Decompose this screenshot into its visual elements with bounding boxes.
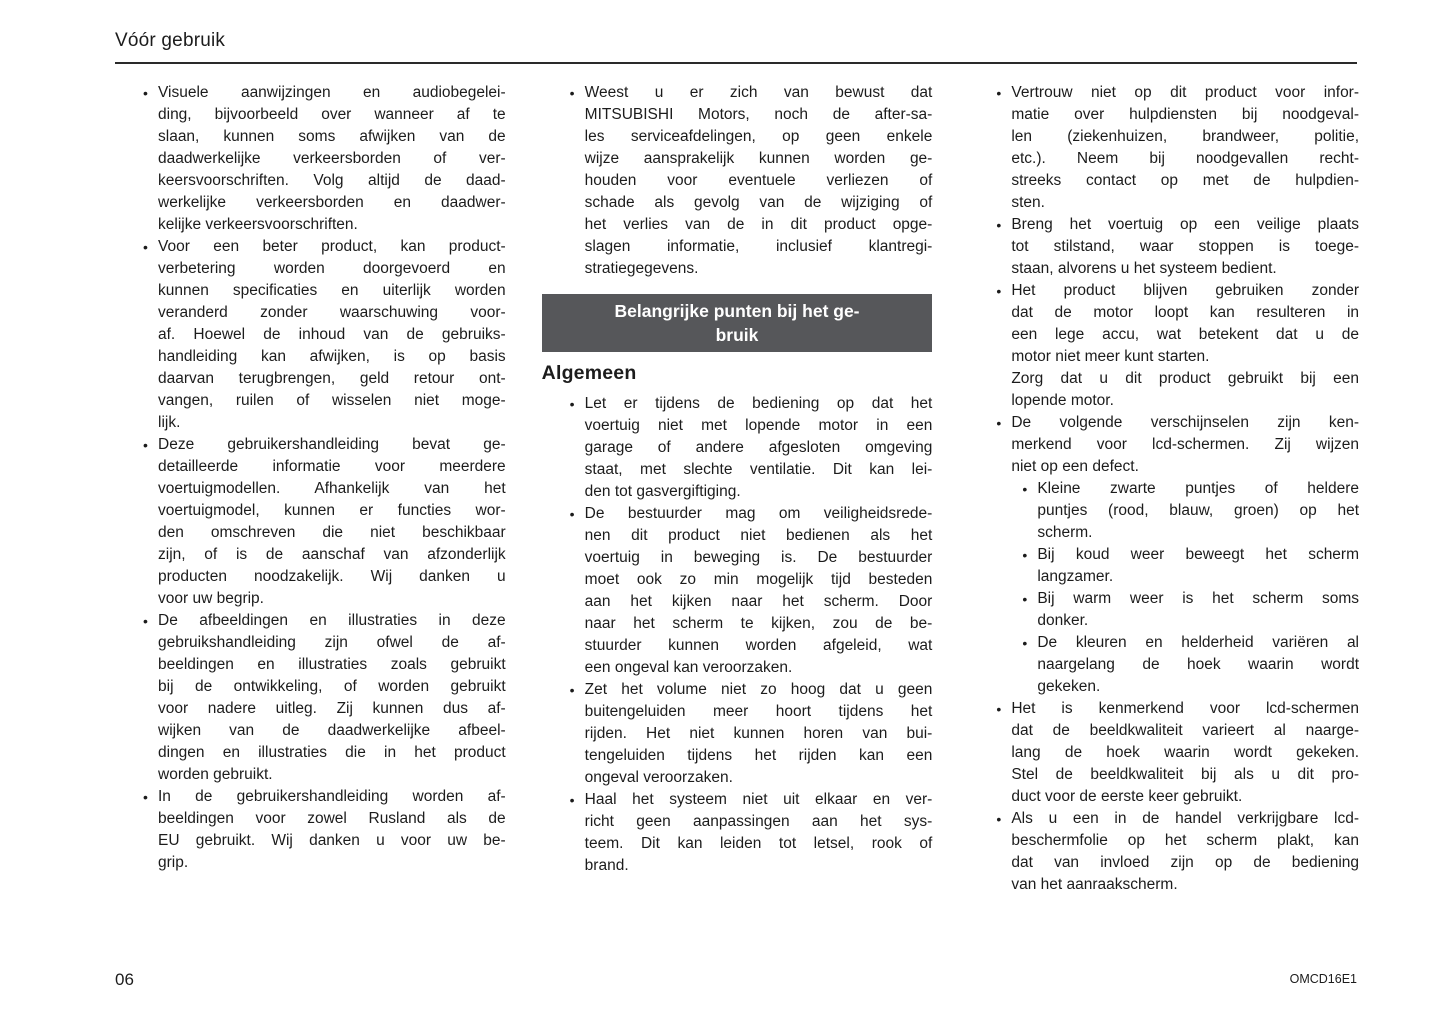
text-line: De volgende verschijnselen zijn ken- — [1011, 414, 1360, 431]
doc-code: OMCD16E1 — [1289, 972, 1357, 986]
bullet-item — [542, 82, 933, 280]
text-line: nen dit product niet bedienen als het — [584, 527, 933, 544]
text-line: teem. Dit kan leiden tot letsel, rook of — [584, 835, 933, 852]
text-line: veranderd zonder waarschuwing voor- — [158, 304, 506, 321]
bullet-item — [542, 503, 933, 679]
bullet-item — [968, 280, 1359, 368]
bullet-marker: • — [569, 792, 575, 808]
text-line: daadwerkelijke verkeersborden of ver- — [158, 150, 506, 167]
section-banner — [542, 294, 933, 352]
text-line: tot stilstand, waar stoppen is toege- — [1011, 238, 1360, 255]
text-line: voertuig niet met lopende motor in een — [584, 417, 933, 434]
text-line: streeks contact op met de hulpdien- — [1011, 172, 1360, 189]
text-line: motor niet meer kunt starten. — [1011, 348, 1210, 365]
text-line: stratiegegevens. — [584, 260, 699, 277]
bullet-marker: • — [569, 682, 575, 698]
sub-bullet-item — [968, 544, 1359, 588]
bullet-item — [115, 82, 506, 236]
text-line: In de gebruikershandleiding worden af- — [158, 788, 506, 805]
text-line: dat de motor loopt kan resulteren in — [1011, 304, 1360, 321]
text-line: wijze aansprakelijk kunnen worden ge- — [584, 150, 933, 167]
text-line: naargelang de hoek waarin wordt — [1037, 656, 1360, 673]
text-line: Breng het voertuig op een veilige plaats — [1011, 216, 1360, 233]
page-header — [115, 30, 225, 52]
text-line: kunnen specificaties en uiterlijk worden — [158, 282, 506, 299]
text-line: den omschreven die niet beschikbaar — [158, 524, 506, 541]
text-line: producten noodzakelijk. Wij danken u — [158, 568, 506, 585]
text-lines — [1011, 82, 1359, 214]
bullet-item — [115, 610, 506, 786]
text-line: voertuigmodellen. Afhankelijk van het — [158, 480, 506, 497]
bullet-marker: • — [1022, 481, 1028, 497]
header-rule — [115, 62, 1357, 64]
content-columns — [115, 82, 1359, 896]
text-line: staat, met slechte ventilatie. Dit kan lei- — [584, 461, 933, 478]
no-marker — [996, 368, 1011, 412]
text-line: bij de ontwikkeling, of worden gebruikt — [158, 678, 506, 695]
page-number: 06 — [115, 970, 134, 989]
bullet-marker: • — [143, 613, 148, 629]
text-lines — [1037, 588, 1359, 632]
text-line: matie over hulpdiensten bij noodgeval- — [1011, 106, 1360, 123]
text-line: lijk. — [158, 414, 181, 431]
text-line: merkend voor lcd-schermen. Zij wijzen — [1011, 436, 1360, 453]
text-line: slaan, kunnen soms afwijken van de — [158, 128, 506, 145]
bullet-marker: • — [1022, 591, 1028, 607]
text-line: Het is kenmerkend voor lcd-schermen — [1011, 700, 1360, 717]
text-line: grip. — [158, 854, 189, 871]
bullet-item — [542, 679, 933, 789]
text-line: af. Hoewel de inhoud van de gebruiks- — [158, 326, 506, 343]
text-line: lopende motor. — [1011, 392, 1114, 409]
bullet-item — [115, 434, 506, 610]
text-line: schade als gevolg van de wijziging of — [584, 194, 933, 211]
text-line: les serviceafdelingen, op geen enkele — [584, 128, 933, 145]
bullet-marker: • — [143, 789, 148, 805]
text-lines — [1011, 412, 1359, 478]
text-line: sten. — [1011, 194, 1045, 211]
text-line: Als u een in de handel verkrijgbare lcd- — [1011, 810, 1360, 827]
text-line: Stel de beeldkwaliteit bij als u dit pro- — [1011, 766, 1360, 783]
text-line: van het aanraakscherm. — [1011, 876, 1178, 893]
bullet-item — [115, 786, 506, 874]
text-line: een ongeval kan veroorzaken. — [584, 659, 793, 676]
text-line: Haal het systeem niet uit elkaar en ver- — [584, 791, 933, 808]
text-lines — [1037, 544, 1359, 588]
bullet-marker: • — [996, 811, 1002, 827]
text-line: verbetering worden doorgevoerd en — [158, 260, 506, 277]
text-line: voertuig in beweging is. De bestuurder — [584, 549, 933, 566]
text-line: Weest u er zich van bewust dat — [584, 84, 933, 101]
sub-bullet-item — [968, 632, 1359, 698]
text-line: dat de beeldkwaliteit varieert al naarge- — [1011, 722, 1360, 739]
text-line: voor nadere uitleg. Zij kunnen dus af- — [158, 700, 506, 717]
bullet-marker: • — [996, 85, 1002, 101]
section-heading: Algemeen — [541, 362, 637, 384]
text-line: een lege accu, wat betekent dat u de — [1011, 326, 1360, 343]
text-line: Het product blijven gebruiken zonder — [1011, 282, 1360, 299]
text-line: stuurder kunnen worden afgeleid, wat — [584, 637, 933, 654]
bullet-marker: • — [143, 239, 148, 255]
text-line: garage of andere afgesloten omgeving — [584, 439, 933, 456]
bullet-marker: • — [996, 283, 1002, 299]
text-line: handleiding kan afwijken, is op basis — [158, 348, 506, 365]
text-line: vangen, ruilen of wisselen niet moge- — [158, 392, 506, 409]
text-line: EU gebruikt. Wij danken u voor uw be- — [158, 832, 506, 849]
bullet-marker: • — [143, 85, 148, 101]
text-line: Visuele aanwijzingen en audiobegelei- — [158, 84, 506, 101]
sub-bullet-item — [968, 588, 1359, 632]
text-line: scherm. — [1037, 524, 1093, 541]
bullet-marker: • — [569, 506, 575, 522]
text-lines — [158, 434, 506, 610]
text-lines — [585, 503, 933, 679]
text-line: De kleuren en helderheid variëren al — [1037, 634, 1360, 651]
text-line: etc.). Neem bij noodgevallen recht- — [1011, 150, 1360, 167]
text-line: ongeval veroorzaken. — [584, 769, 733, 786]
text-line: houden voor eventuele verliezen of — [584, 172, 933, 189]
column-2 — [542, 82, 933, 896]
text-line: rijden. Het niet kunnen horen van bui- — [584, 725, 933, 742]
bullet-item — [968, 698, 1359, 808]
text-line: beeldingen voor zowel Rusland als de — [158, 810, 506, 827]
text-line: richt geen aanpassingen aan het sys- — [584, 813, 933, 830]
text-line: langzamer. — [1037, 568, 1114, 585]
banner-text-line: Belangrijke punten bij het ge- — [614, 301, 860, 321]
column-3 — [968, 82, 1359, 896]
text-line: gebruikshandleiding zijn ofwel de af- — [158, 634, 506, 651]
bullet-marker: • — [1022, 547, 1028, 563]
text-line: Bij warm weer is het scherm soms — [1037, 590, 1360, 607]
text-lines — [1011, 214, 1359, 280]
text-line: voor uw begrip. — [158, 590, 264, 607]
text-line: keersvoorschriften. Volg altijd de daad- — [158, 172, 506, 189]
text-lines — [158, 236, 506, 434]
text-line: len (ziekenhuizen, brandweer, politie, — [1011, 128, 1360, 145]
page-title: Vóór gebruik — [115, 30, 226, 51]
bullet-item — [542, 393, 933, 503]
text-line: Let er tijdens de bediening op dat het — [584, 395, 933, 412]
bullet-marker: • — [996, 217, 1002, 233]
text-line: puntjes (rood, blauw, groen) op het — [1037, 502, 1360, 519]
text-line: Zet het volume niet zo hoog dat u geen — [584, 681, 933, 698]
text-line: wijken van de daadwerkelijke afbeel- — [158, 722, 506, 739]
bullet-item — [968, 82, 1359, 214]
text-lines — [158, 610, 506, 786]
sub-bullet-item — [968, 478, 1359, 544]
bullet-item — [968, 214, 1359, 280]
text-line: De afbeeldingen en illustraties in deze — [158, 612, 506, 629]
text-line: worden gebruikt. — [158, 766, 273, 783]
text-line: naar het scherm te kijken, zou de be- — [584, 615, 933, 632]
text-line: staan, alvorens u het systeem bedient. — [1011, 260, 1277, 277]
text-line: werkelijke verkeersborden en daadwer- — [158, 194, 506, 211]
text-line: gekeken. — [1037, 678, 1101, 695]
text-line: Vertrouw niet op dit product voor infor- — [1011, 84, 1360, 101]
text-line: niet op een defect. — [1011, 458, 1139, 475]
text-line: beeldingen en illustraties zoals gebruikt — [158, 656, 506, 673]
text-line: moet ook zo min mogelijk tijd besteden — [584, 571, 933, 588]
column-1 — [115, 82, 506, 896]
text-line: De bestuurder mag om veiligheidsrede- — [584, 505, 933, 522]
text-line: duct voor de eerste keer gebruikt. — [1011, 788, 1243, 805]
text-lines — [1037, 632, 1359, 698]
text-line: slagen informatie, inclusief klantregi- — [584, 238, 933, 255]
text-line: brand. — [584, 857, 629, 874]
text-line: voertuigmodel, kunnen er functies wor- — [158, 502, 506, 519]
text-lines — [585, 82, 933, 280]
text-line: het verlies van de in dit product opge- — [584, 216, 933, 233]
text-lines — [585, 679, 933, 789]
text-line: aan het kijken naar het scherm. Door — [584, 593, 933, 610]
bullet-marker: • — [569, 85, 575, 101]
text-line: MITSUBISHI Motors, noch de after-sa- — [584, 106, 933, 123]
text-line: detailleerde informatie voor meerdere — [158, 458, 506, 475]
bullet-marker: • — [1022, 635, 1028, 651]
text-line: Voor een beter product, kan product- — [158, 238, 506, 255]
text-line: dat van invloed zijn op de bediening — [1011, 854, 1360, 871]
bullet-marker: • — [996, 415, 1002, 431]
text-line: den tot gasvergiftiging. — [584, 483, 741, 500]
bullet-item — [542, 789, 933, 877]
text-line: tengeluiden tijdens het rijden kan een — [584, 747, 933, 764]
bullet-item — [968, 412, 1359, 478]
text-line: Kleine zwarte puntjes of heldere — [1037, 480, 1360, 497]
text-line: ding, bijvoorbeeld over wanneer af te — [158, 106, 506, 123]
text-line: beschermfolie op het scherm plakt, kan — [1011, 832, 1360, 849]
bullet-marker: • — [996, 701, 1002, 717]
continuation-text — [968, 368, 1359, 412]
bullet-marker: • — [569, 396, 575, 412]
text-lines — [1011, 368, 1359, 412]
text-line: lang de hoek waarin wordt gekeken. — [1011, 744, 1360, 761]
text-line: Deze gebruikershandleiding bevat ge- — [158, 436, 506, 453]
text-line: buitengeluiden meer hoort tijdens het — [584, 703, 933, 720]
text-lines — [1011, 698, 1359, 808]
text-line: Zorg dat u dit product gebruikt bij een — [1011, 370, 1360, 387]
text-line: daarvan terugbrengen, geld retour ont- — [158, 370, 506, 387]
text-lines — [1037, 478, 1359, 544]
text-lines — [1011, 280, 1359, 368]
bullet-item — [115, 236, 506, 434]
text-lines — [585, 789, 933, 877]
text-line: kelijke verkeersvoorschriften. — [158, 216, 358, 233]
banner-text-line: bruik — [715, 325, 759, 345]
text-line: dingen en illustraties die in het product — [158, 744, 506, 761]
text-lines — [585, 393, 933, 503]
text-lines — [158, 786, 506, 874]
text-line: Bij koud weer beweegt het scherm — [1037, 546, 1360, 563]
text-lines — [1011, 808, 1359, 896]
text-lines — [158, 82, 506, 236]
text-line: donker. — [1037, 612, 1089, 629]
text-line: zijn, of is de aanschaf van afzonderlijk — [158, 546, 506, 563]
bullet-marker: • — [143, 437, 148, 453]
bullet-item — [968, 808, 1359, 896]
